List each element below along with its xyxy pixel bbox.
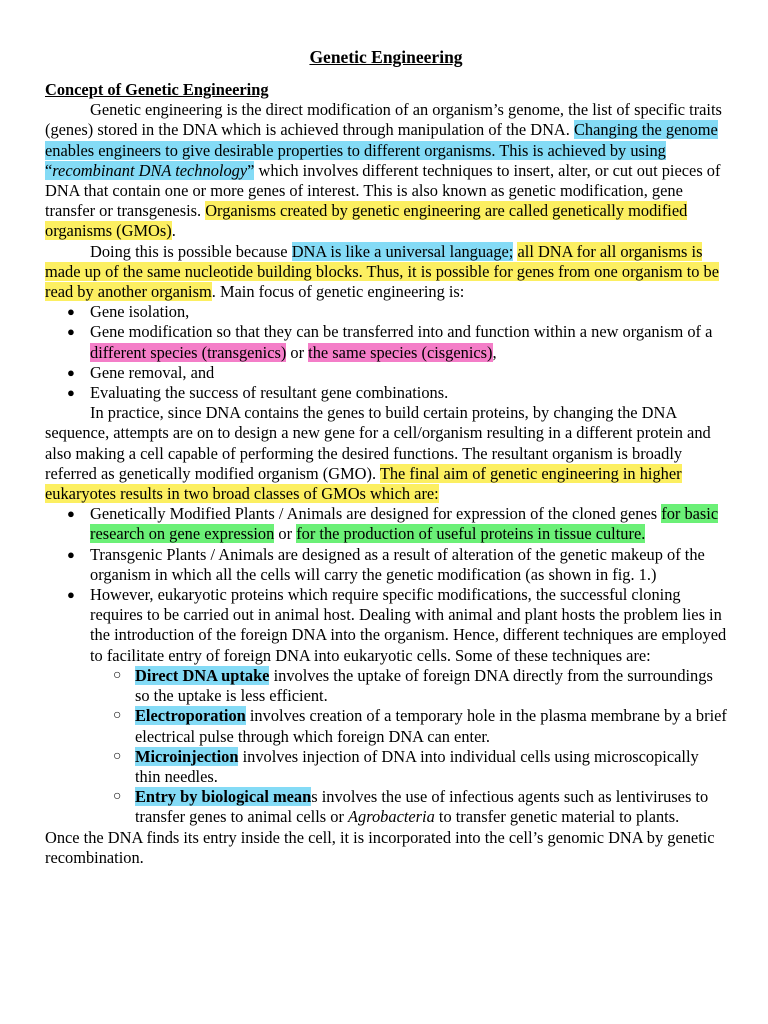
text-run: Transgenic Plants / Animals are designed as a result of alteration of the genetic makeup of the organism in which all the cells will carry the genetic modification (as shown in fig. 1.) bbox=[90, 544, 705, 584]
list-item bbox=[45, 363, 727, 383]
highlight-blue: Electroporation bbox=[135, 706, 246, 726]
paragraph-closing bbox=[45, 828, 727, 868]
text-run: Evaluating the success of resultant gene combinations. bbox=[90, 383, 449, 403]
focus-list bbox=[45, 302, 727, 403]
techniques-list bbox=[45, 666, 727, 828]
document-page bbox=[45, 46, 727, 868]
text-run: Genetically Modified Plants / Animals are designed for expression of the cloned genes bbox=[90, 504, 662, 524]
text-run: Agrobacteria bbox=[348, 807, 435, 827]
paragraph-universal-language bbox=[45, 242, 727, 303]
list-item bbox=[45, 383, 727, 403]
text-run: Gene removal, and bbox=[90, 362, 215, 382]
bullet-icon: ● bbox=[67, 506, 75, 522]
highlight-blue: Direct DNA uptake bbox=[135, 665, 270, 685]
highlight-green: for basic research on gene expression bbox=[90, 504, 719, 544]
text-run: involves injection of DNA into individual cells using microscopically thin needles. bbox=[135, 746, 699, 786]
text-run: s involves the use of infectious agents such as lentiviruses to transfer genes to animal cells or bbox=[135, 787, 709, 827]
text-run: involves the uptake of foreign DNA directly from the surroundings so the uptake is less efficient. bbox=[135, 665, 713, 706]
text-run: Genetic engineering is the direct modification of an organism’s genome, the list of specific traits (genes) stored in the DNA which is achieved through manipulation of the DNA. bbox=[45, 100, 722, 140]
text-run: Doing this is possible because bbox=[90, 241, 292, 261]
list-item bbox=[45, 302, 727, 322]
text-run: or bbox=[274, 524, 297, 544]
text-run: involves creation of a temporary hole in the plasma membrane by a brief electrical pulse through which foreign DNA can enter. bbox=[135, 706, 727, 746]
document-title: Genetic Engineering bbox=[309, 47, 463, 67]
circle-bullet-icon: ○ bbox=[113, 748, 122, 764]
circle-bullet-icon: ○ bbox=[113, 789, 122, 805]
highlight-blue: DNA is like a universal language; bbox=[291, 241, 514, 261]
highlight-yellow: all DNA for all organisms is made up of the same nucleotide building blocks. Thus, it is possible for genes from one organism to be read by another organism bbox=[45, 241, 720, 302]
circle-bullet-icon: ○ bbox=[113, 708, 122, 724]
list-item bbox=[45, 545, 727, 585]
list-item bbox=[45, 504, 727, 544]
text-run: or bbox=[286, 342, 309, 362]
bullet-icon: ● bbox=[67, 364, 75, 380]
text-run: , bbox=[492, 342, 497, 362]
gmo-classes-list bbox=[45, 504, 727, 666]
highlight-blue: ” bbox=[247, 160, 255, 180]
section-heading: Concept of Genetic Engineering bbox=[45, 80, 269, 99]
text-run: Once the DNA finds its entry inside the cell, it is incorporated into the cell’s genomic DNA by genetic recombination. bbox=[45, 827, 715, 867]
text-run: which involves different techniques to insert, alter, or cut out pieces of DNA that contain one or more genes of interest. This is also known as genetic modification, gene transfer or transgenesis. bbox=[45, 160, 721, 221]
bullet-icon: ● bbox=[67, 304, 75, 320]
text-run: However, eukaryotic proteins which require specific modifications, the successful cloning requires to be carried out in animal host. Dealing with animal and plant hosts the problem lies in the introduction of the foreign DNA into the organism. Hence, different techniques are employed to facilitate entry of foreign DNA into eukaryotic cells. Some of these techniques are: bbox=[90, 585, 727, 665]
text-run: to transfer genetic material to plants. bbox=[434, 807, 680, 827]
paragraph-in-practice bbox=[45, 403, 727, 504]
highlight-green: for the production of useful proteins in tissue culture. bbox=[296, 524, 646, 544]
list-item bbox=[45, 585, 727, 666]
bullet-icon: ● bbox=[67, 546, 75, 562]
bullet-icon: ● bbox=[67, 385, 75, 401]
highlight-pink: the same species (cisgenics) bbox=[308, 342, 493, 362]
highlight-yellow: The final aim of genetic engineering in higher eukaryotes results in two broad classes of GMOs which are: bbox=[45, 463, 682, 504]
list-item bbox=[45, 706, 727, 746]
list-item bbox=[45, 787, 727, 827]
paragraph-intro bbox=[45, 100, 727, 241]
text-run: Gene modification so that they can be transferred into and function within a new organism of a bbox=[90, 322, 713, 342]
text-run: In practice, since DNA contains the genes to build certain proteins, by changing the DNA sequence, attempts are on to design a new gene for a cell/organism resulting in a different protein and also making a cell capable of performing the desired functions. The resultant organism is broadly referred as genetically modified organism (GMO). bbox=[45, 403, 711, 483]
bullet-icon: ● bbox=[67, 324, 75, 340]
highlight-blue: Microinjection bbox=[135, 746, 239, 766]
bullet-icon: ● bbox=[67, 587, 75, 603]
highlight-blue: Entry by biological mean bbox=[135, 787, 312, 807]
text-run: . Main focus of genetic engineering is: bbox=[211, 282, 465, 302]
list-item bbox=[45, 666, 727, 706]
highlight-blue: recombinant DNA technology bbox=[52, 160, 248, 180]
text-run: . bbox=[171, 221, 176, 241]
highlight-pink: different species (transgenics) bbox=[90, 342, 287, 362]
highlight-yellow: Organisms created by genetic engineering are called genetically modified organisms (GMOs) bbox=[45, 201, 688, 241]
text-run: Gene isolation, bbox=[90, 302, 190, 322]
list-item bbox=[45, 322, 727, 362]
list-item bbox=[45, 747, 727, 787]
circle-bullet-icon: ○ bbox=[113, 667, 122, 683]
highlight-blue: Changing the genome enables engineers to give desirable properties to different organisms. This is achieved by using “ bbox=[45, 120, 718, 180]
